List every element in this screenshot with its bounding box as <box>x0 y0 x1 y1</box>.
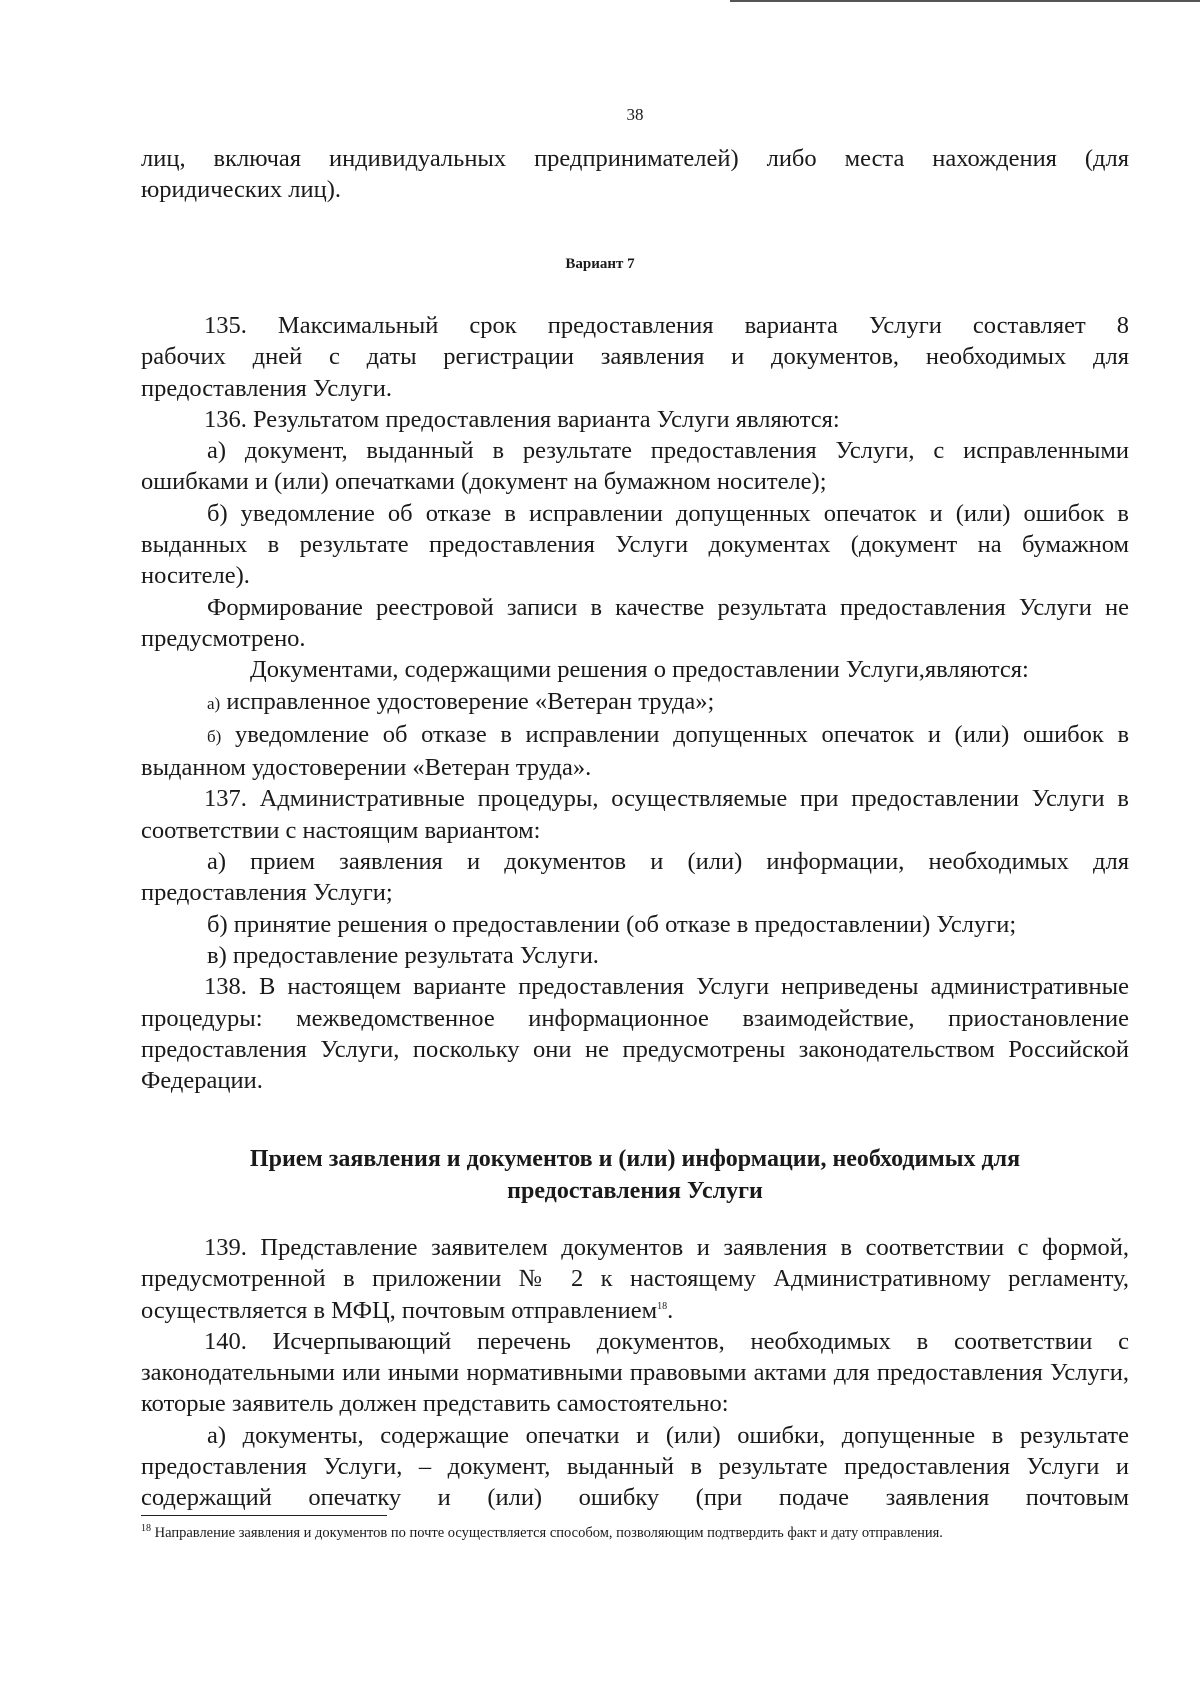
decision-item-b-marker: б) <box>207 726 222 746</box>
decision-item-a-text: исправленное удостоверение «Ветеран труда»; <box>226 687 715 715</box>
decision-item-b-text: уведомление об отказе в исправлении допущенных опечаток и (или) ошибок в выданном удостоверении «Ветеран труда». <box>141 720 1130 782</box>
footnote-reference: 18 <box>657 1300 668 1312</box>
item-135-line-3: предоставления Услуги. <box>141 374 392 402</box>
item-136-a: а) документ, выданный в результате предоставления Услуги, с исправленными ошибками и (или) опечатками (документ на бумажном носителе); <box>141 437 1129 496</box>
item-139-text: 139. Представление заявителем документов и заявления в соответствии с формой, предусмотренной в приложении № 2 к настоящему Административному регламенту, осуществляется в МФЦ, почтовым отправлением <box>141 1234 1129 1324</box>
footnote-separator <box>141 1515 387 1516</box>
intro-line-2: юридических лиц). <box>141 176 342 204</box>
page-number: 38 <box>626 105 644 124</box>
item-137-a: а) прием заявления и документов и (или) информации, необходимых для предоставления Услуги; <box>141 848 1129 907</box>
item-135-line-2: рабочих дней с даты регистрации заявления и документов, необходимых для <box>141 343 1129 371</box>
item-140-a: а) документы, содержащие опечатки и (или) ошибки, допущенные в результате предоставления Услуги, – документ, выданный в результате предоставления Услуги и содержащий опечатку и (или) ошибку (при подаче заявления почтовым <box>141 1421 1129 1512</box>
footnote-marker: 18 <box>141 1523 151 1535</box>
decision-documents-paragraph: Документами, содержащими решения о предоставлении Услуги,являются: <box>250 656 1029 684</box>
item-136: 136. Результатом предоставления варианта Услуги являются: <box>204 405 840 433</box>
item-137-b: б) принятие решения о предоставлении (об отказе в предоставлении) Услуги; <box>207 910 1017 938</box>
decision-item-a <box>141 686 1129 719</box>
footnote <box>141 1520 1129 1546</box>
item-137-c: в) предоставление результата Услуги. <box>207 941 599 969</box>
footnote-text: Направление заявления и документов по почте осуществляется способом, позволяющим подтвердить факт и дату отправления. <box>151 1525 943 1541</box>
item-136-b: б) уведомление об отказе в исправлении допущенных опечаток и (или) ошибок в выданных в результате предоставления Услуги документах (документ на бумажном носителе). <box>141 499 1129 590</box>
decision-item-b <box>141 719 1129 784</box>
item-139-end: . <box>667 1296 674 1324</box>
intro-line-1: лиц, включая индивидуальных предпринимателей) либо места нахождения (для <box>141 145 1129 172</box>
top-edge-rule <box>730 0 1200 2</box>
decision-item-a-marker: а) <box>207 693 221 713</box>
variant-body <box>141 310 1129 1096</box>
section-heading-line-2: предоставления Услуги <box>507 1178 763 1204</box>
item-135-line-1: 135. Максимальный срок предоставления варианта Услуги составляет 8 <box>204 312 1129 339</box>
item-137: 137. Административные процедуры, осуществляемые при предоставлении Услуги в соответствии с настоящим вариантом: <box>141 785 1129 844</box>
section-heading <box>141 1143 1129 1207</box>
section-body <box>141 1232 1129 1514</box>
registry-record-paragraph: Формирование реестровой записи в качестве результата предоставления Услуги не предусмотрено. <box>141 593 1129 652</box>
intro-paragraph <box>141 143 1129 206</box>
item-140: 140. Исчерпывающий перечень документов, необходимых в соответствии с законодательными или иными нормативными правовыми актами для предоставления Услуги, которые заявитель должен представить самостоятельно: <box>141 1327 1129 1418</box>
variant-heading: Вариант 7 <box>565 256 635 272</box>
section-heading-line-1: Прием заявления и документов и (или) информации, необходимых для <box>249 1146 1021 1172</box>
item-138: 138. В настоящем варианте предоставления Услуги неприведены административные процедуры: межведомственное информационное взаимодействие, приостановление предоставления Услуги, поскольку они не предусмотрены законодательством Российской Федерации. <box>141 973 1129 1095</box>
item-139 <box>141 1232 1129 1326</box>
